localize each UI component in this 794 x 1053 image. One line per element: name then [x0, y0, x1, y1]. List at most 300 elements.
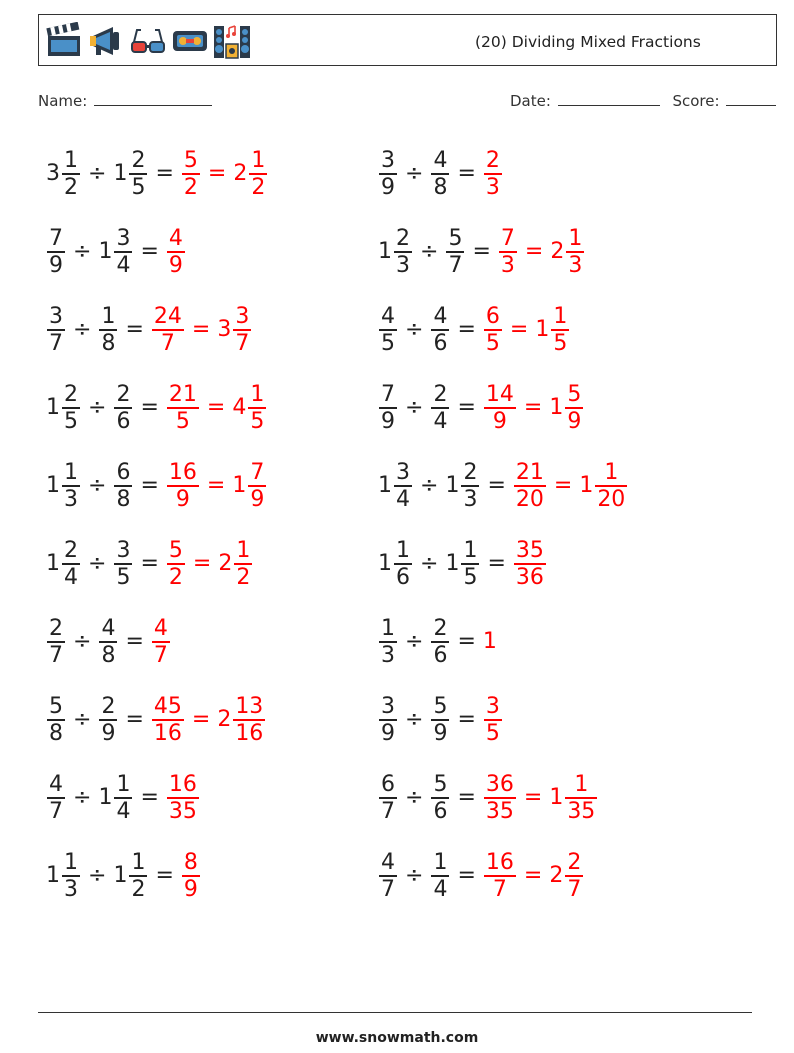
- whole-number: 1: [113, 863, 128, 888]
- equals-sign: =: [457, 707, 476, 732]
- numerator: 21: [168, 381, 197, 407]
- denominator: 8: [49, 720, 63, 746]
- problem-item: [46, 532, 253, 596]
- numerator: 1: [250, 381, 265, 407]
- numerator: 14: [485, 381, 514, 407]
- problem-item: [46, 220, 186, 284]
- denominator: 7: [381, 876, 395, 902]
- answer-mixed-fraction: [565, 382, 583, 434]
- dividend: [46, 304, 66, 356]
- answer: [166, 772, 200, 824]
- equals-sign: =: [523, 863, 543, 888]
- dividend: [46, 772, 66, 824]
- numerator: 3: [381, 693, 395, 719]
- denominator: 9: [49, 252, 63, 278]
- whole-number: 1: [46, 473, 60, 498]
- denominator: 9: [492, 408, 507, 434]
- numerator: 2: [116, 381, 131, 407]
- divisor-fraction: [114, 382, 132, 434]
- denominator: 5: [485, 720, 500, 746]
- answer-fraction: [152, 616, 170, 668]
- denominator: 2: [64, 174, 78, 200]
- whole-number: 2: [550, 239, 565, 264]
- answer: [166, 226, 186, 278]
- denominator: 6: [116, 408, 131, 434]
- answer-fraction: [484, 382, 516, 434]
- whole-number: 1: [46, 551, 60, 576]
- problem-item: [378, 688, 503, 752]
- 3d-glasses-icon: [129, 22, 167, 60]
- answer-fraction: [484, 304, 502, 356]
- divisor-fraction: [114, 460, 132, 512]
- problem-item: [46, 766, 200, 830]
- whole-number: 1: [445, 551, 460, 576]
- numerator: 4: [49, 771, 63, 797]
- divide-sign: ÷: [73, 707, 92, 732]
- equals-sign: =: [140, 473, 159, 498]
- answer-mixed: [217, 304, 252, 356]
- numerator: 7: [49, 225, 63, 251]
- problem-item: [378, 376, 584, 440]
- numerator: 2: [64, 381, 78, 407]
- answer: [181, 148, 268, 200]
- divisor: [430, 850, 450, 902]
- numerator: 6: [116, 459, 131, 485]
- dividend: [378, 772, 398, 824]
- equals-sign: =: [192, 551, 212, 576]
- denominator: 6: [433, 330, 448, 356]
- clapperboard-icon: [45, 22, 83, 60]
- whole-number: 1: [378, 239, 392, 264]
- denominator: 5: [485, 330, 500, 356]
- dividend-fraction: [379, 694, 397, 746]
- equals-sign: =: [125, 707, 144, 732]
- dividend: [46, 148, 81, 200]
- name-blank: [94, 93, 212, 106]
- dividend-fraction: [62, 538, 80, 590]
- numerator: 1: [568, 225, 583, 251]
- denominator: 16: [153, 720, 182, 746]
- dividend: [378, 694, 398, 746]
- denominator: 8: [101, 642, 116, 668]
- numerator: 2: [567, 849, 582, 875]
- numerator: 1: [64, 147, 78, 173]
- equals-sign: =: [487, 473, 506, 498]
- numerator: 1: [251, 147, 266, 173]
- answer-fraction: [182, 850, 200, 902]
- divide-sign: ÷: [420, 551, 439, 576]
- denominator: 6: [396, 564, 410, 590]
- denominator: 5: [131, 174, 146, 200]
- equals-sign: =: [457, 863, 476, 888]
- denominator: 4: [433, 408, 448, 434]
- date-score-fields: [510, 92, 776, 110]
- equals-sign: =: [509, 317, 529, 342]
- numerator: 4: [433, 303, 448, 329]
- problem-item: [378, 844, 584, 908]
- denominator: 8: [101, 330, 116, 356]
- divide-sign: ÷: [73, 629, 92, 654]
- worksheet-title: (20) Dividing Mixed Fractions: [475, 33, 701, 51]
- denominator: 7: [153, 642, 168, 668]
- denominator: 9: [381, 174, 395, 200]
- answer-fraction: [152, 694, 184, 746]
- answer-mixed: [217, 694, 266, 746]
- divisor-fraction: [114, 226, 132, 278]
- problem-item: [46, 454, 267, 518]
- equals-sign: =: [191, 707, 211, 732]
- megaphone-icon: [87, 22, 125, 60]
- denominator: 5: [553, 330, 568, 356]
- answer-mixed-fraction: [565, 772, 597, 824]
- numerator: 2: [463, 459, 478, 485]
- denominator: 9: [175, 486, 190, 512]
- denominator: 2: [236, 564, 251, 590]
- equals-sign: =: [472, 239, 491, 264]
- answer-fraction: [152, 304, 184, 356]
- answer-mixed: [535, 304, 570, 356]
- numerator: 5: [168, 537, 183, 563]
- whole-number: 1: [549, 785, 564, 810]
- dividend: [378, 382, 398, 434]
- denominator: 36: [515, 564, 544, 590]
- whole-number: 1: [535, 317, 550, 342]
- divide-sign: ÷: [405, 395, 424, 420]
- denominator: 7: [235, 330, 250, 356]
- answer: [483, 772, 598, 824]
- answer-mixed: [550, 226, 585, 278]
- answer-fraction: [484, 850, 516, 902]
- numerator: 4: [168, 225, 183, 251]
- denominator: 4: [116, 798, 131, 824]
- answer: [483, 850, 584, 902]
- answer: [166, 460, 267, 512]
- denominator: 2: [168, 564, 183, 590]
- footer-divider: [38, 1012, 752, 1013]
- numerator: 2: [433, 381, 448, 407]
- numerator: 5: [433, 693, 448, 719]
- header-icons: [45, 20, 251, 62]
- denominator: 3: [485, 174, 500, 200]
- numerator: 3: [49, 303, 63, 329]
- divisor-fraction: [431, 694, 449, 746]
- dividend-fraction: [394, 538, 412, 590]
- whole-number: 2: [217, 707, 232, 732]
- equals-sign: =: [523, 395, 543, 420]
- answer-mixed-fraction: [248, 382, 266, 434]
- problem-item: [46, 610, 171, 674]
- dividend: [46, 226, 66, 278]
- dividend-fraction: [379, 616, 397, 668]
- equals-sign: =: [457, 785, 476, 810]
- denominator: 3: [396, 252, 410, 278]
- numerator: 1: [116, 771, 131, 797]
- divide-sign: ÷: [405, 863, 424, 888]
- divisor-fraction: [431, 382, 449, 434]
- denominator: 7: [492, 876, 507, 902]
- answer-mixed-fraction: [233, 694, 265, 746]
- denominator: 9: [381, 720, 395, 746]
- dividend-fraction: [62, 148, 80, 200]
- dividend: [46, 538, 81, 590]
- answer-mixed-fraction: [234, 538, 252, 590]
- whole-number: 1: [378, 473, 392, 498]
- videotape-icon: [171, 22, 209, 60]
- numerator: 4: [101, 615, 116, 641]
- divisor: [113, 850, 148, 902]
- denominator: 5: [116, 564, 131, 590]
- divide-sign: ÷: [73, 317, 92, 342]
- denominator: 9: [250, 486, 265, 512]
- whole-number: 1: [113, 161, 128, 186]
- numerator: 1: [553, 303, 568, 329]
- numerator: 3: [116, 225, 131, 251]
- equals-sign: =: [457, 161, 476, 186]
- numerator: 3: [235, 303, 250, 329]
- answer: [151, 304, 252, 356]
- answer: [166, 538, 253, 590]
- divide-sign: ÷: [420, 239, 439, 264]
- denominator: 5: [250, 408, 265, 434]
- denominator: 35: [485, 798, 514, 824]
- numerator: 7: [381, 381, 395, 407]
- numerator: 7: [500, 225, 515, 251]
- problem-item: [46, 376, 267, 440]
- speakers-icon: [213, 22, 251, 60]
- answer-fraction: [167, 460, 199, 512]
- denominator: 7: [567, 876, 582, 902]
- numerator: 16: [168, 459, 197, 485]
- divisor: [98, 304, 118, 356]
- numerator: 1: [101, 303, 116, 329]
- numerator: 1: [574, 771, 589, 797]
- whole-number: 3: [46, 161, 60, 186]
- divisor: [430, 694, 450, 746]
- divide-sign: ÷: [405, 707, 424, 732]
- divisor: [113, 460, 133, 512]
- answer: [513, 460, 628, 512]
- numerator: 36: [485, 771, 514, 797]
- divisor: [430, 382, 450, 434]
- dividend-fraction: [379, 772, 397, 824]
- denominator: 20: [597, 486, 626, 512]
- divisor: [445, 460, 480, 512]
- denominator: 9: [381, 408, 395, 434]
- denominator: 3: [463, 486, 478, 512]
- equals-sign: =: [140, 239, 159, 264]
- answer: [483, 631, 498, 653]
- numerator: 6: [381, 771, 395, 797]
- answer: [166, 382, 267, 434]
- numerator: 5: [183, 147, 198, 173]
- dividend-fraction: [62, 382, 80, 434]
- divide-sign: ÷: [88, 551, 107, 576]
- equals-sign: =: [191, 317, 211, 342]
- answer-fraction: [167, 226, 185, 278]
- whole-number: 2: [549, 863, 564, 888]
- numerator: 8: [183, 849, 198, 875]
- answer-mixed: [218, 538, 253, 590]
- divisor-fraction: [129, 148, 147, 200]
- dividend: [46, 694, 66, 746]
- dividend-fraction: [62, 460, 80, 512]
- divisor: [98, 694, 118, 746]
- score-blank: [726, 93, 776, 106]
- numerator: 1: [64, 459, 78, 485]
- problem-item: [378, 142, 503, 206]
- answer-mixed-fraction: [248, 460, 266, 512]
- answer-mixed-fraction: [233, 304, 251, 356]
- numerator: 1: [463, 537, 478, 563]
- answer-mixed-fraction: [249, 148, 267, 200]
- numerator: 16: [168, 771, 197, 797]
- answer-fraction: [499, 226, 517, 278]
- answer: [181, 850, 201, 902]
- denominator: 2: [251, 174, 266, 200]
- equals-sign: =: [207, 161, 227, 186]
- answer-fraction: [167, 382, 199, 434]
- worksheet-header: [38, 14, 777, 66]
- numerator: 5: [49, 693, 63, 719]
- divisor-fraction: [431, 772, 449, 824]
- divisor-fraction: [99, 616, 117, 668]
- dividend-fraction: [47, 304, 65, 356]
- answer-fraction: [514, 460, 546, 512]
- divisor: [430, 304, 450, 356]
- divisor-fraction: [431, 850, 449, 902]
- dividend-fraction: [47, 616, 65, 668]
- denominator: 3: [500, 252, 515, 278]
- denominator: 7: [49, 798, 63, 824]
- numerator: 2: [433, 615, 448, 641]
- divide-sign: ÷: [405, 785, 424, 810]
- equals-sign: =: [553, 473, 573, 498]
- problem-item: [46, 688, 266, 752]
- denominator: 5: [463, 564, 478, 590]
- problem-item: [46, 298, 252, 362]
- numerator: 1: [131, 849, 146, 875]
- denominator: 4: [64, 564, 78, 590]
- score-label: Score:: [672, 92, 720, 110]
- divisor-fraction: [114, 772, 132, 824]
- equals-sign: =: [155, 863, 174, 888]
- denominator: 4: [396, 486, 410, 512]
- dividend: [378, 850, 398, 902]
- dividend-fraction: [394, 460, 412, 512]
- numerator: 3: [485, 693, 500, 719]
- divisor-fraction: [99, 304, 117, 356]
- answer-mixed-fraction: [595, 460, 627, 512]
- numerator: 21: [515, 459, 544, 485]
- denominator: 9: [567, 408, 582, 434]
- whole-number: 1: [445, 473, 460, 498]
- dividend-fraction: [379, 304, 397, 356]
- divide-sign: ÷: [88, 473, 107, 498]
- numerator: 13: [235, 693, 264, 719]
- dividend-fraction: [47, 226, 65, 278]
- divide-sign: ÷: [88, 161, 107, 186]
- denominator: 35: [168, 798, 197, 824]
- divisor-fraction: [431, 616, 449, 668]
- problem-item: [46, 142, 268, 206]
- numerator: 3: [381, 147, 395, 173]
- equals-sign: =: [524, 239, 544, 264]
- divisor: [113, 382, 133, 434]
- numerator: 3: [116, 537, 131, 563]
- numerator: 35: [515, 537, 544, 563]
- equals-sign: =: [457, 317, 476, 342]
- answer-fraction: [484, 694, 502, 746]
- divide-sign: ÷: [73, 785, 92, 810]
- whole-number: 1: [378, 551, 392, 576]
- name-label: Name:: [38, 92, 88, 110]
- whole-number: 1: [46, 395, 60, 420]
- date-blank: [558, 93, 660, 106]
- divide-sign: ÷: [405, 317, 424, 342]
- answer-mixed: [549, 382, 584, 434]
- dividend: [46, 382, 81, 434]
- divisor-fraction: [461, 538, 479, 590]
- denominator: 7: [448, 252, 463, 278]
- answer-fraction: [182, 148, 200, 200]
- problem-item: [378, 532, 547, 596]
- answer-mixed: [232, 460, 267, 512]
- numerator: 2: [49, 615, 63, 641]
- answer: [151, 616, 171, 668]
- whole-number: 3: [217, 317, 232, 342]
- denominator: 16: [235, 720, 264, 746]
- divide-sign: ÷: [405, 629, 424, 654]
- dividend: [378, 616, 398, 668]
- numerator: 3: [396, 459, 410, 485]
- answer: [151, 694, 266, 746]
- denominator: 7: [160, 330, 175, 356]
- numerator: 5: [433, 771, 448, 797]
- numerator: 45: [153, 693, 182, 719]
- numerator: 1: [604, 459, 619, 485]
- whole-number: 1: [579, 473, 594, 498]
- numerator: 2: [64, 537, 78, 563]
- divisor: [430, 616, 450, 668]
- answer-mixed: [579, 460, 628, 512]
- denominator: 9: [183, 876, 198, 902]
- dividend: [378, 304, 398, 356]
- whole-number: 1: [98, 785, 113, 810]
- whole-number: 2: [218, 551, 233, 576]
- whole-number: 1: [46, 863, 60, 888]
- numerator: 1: [433, 849, 448, 875]
- answer-mixed: [232, 382, 267, 434]
- date-label: Date:: [510, 92, 551, 110]
- denominator: 6: [433, 798, 448, 824]
- answer-mixed: [549, 772, 598, 824]
- answer: [483, 382, 584, 434]
- answer-fraction: [167, 772, 199, 824]
- whole-number: 2: [233, 161, 248, 186]
- denominator: 3: [381, 642, 395, 668]
- answer-mixed: [233, 148, 268, 200]
- divisor: [445, 538, 480, 590]
- dividend: [46, 850, 81, 902]
- divisor-fraction: [461, 460, 479, 512]
- dividend: [378, 538, 413, 590]
- dividend-fraction: [379, 850, 397, 902]
- denominator: 4: [116, 252, 131, 278]
- numerator: 6: [485, 303, 500, 329]
- whole-number: 4: [232, 395, 247, 420]
- denominator: 9: [101, 720, 116, 746]
- denominator: 20: [515, 486, 544, 512]
